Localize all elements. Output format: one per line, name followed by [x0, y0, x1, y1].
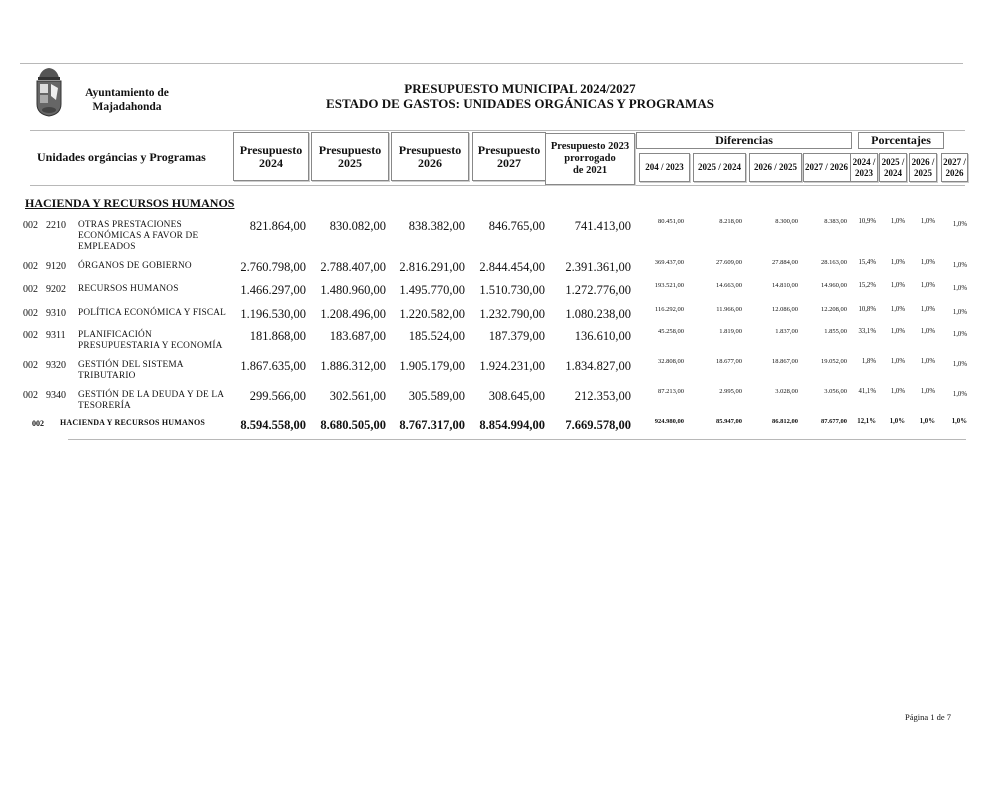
cell-d3: 18.867,00: [772, 358, 798, 365]
header-budget-2027-line1: Presupuesto: [477, 142, 541, 157]
program-code: 9320: [46, 360, 66, 371]
program-code: 9340: [46, 390, 66, 401]
cell-p3: 1,0%: [920, 259, 935, 266]
cell-b2027: 308.645,00: [488, 389, 545, 403]
org-code: 002: [23, 330, 38, 341]
cell-d3: 14.810,00: [772, 282, 798, 289]
units-column-header: Unidades orgáncias y Programas: [37, 150, 206, 164]
cell-d1: 80.451,00: [658, 218, 684, 225]
cell-p2: 1,0%: [890, 259, 905, 266]
total-d3: 86.812,00: [772, 418, 798, 425]
cell-p1: 10,9%: [858, 218, 876, 225]
total-description: HACIENDA Y RECURSOS HUMANOS: [60, 418, 206, 427]
cell-d4: 28.163,00: [821, 259, 847, 266]
cell-p2: 1,0%: [890, 218, 905, 225]
cell-d4: 1.855,00: [824, 328, 847, 335]
total-org-code: 002: [32, 419, 44, 428]
program-description: GESTIÓN DE LA DEUDA Y DE LA TESORERÍA: [78, 390, 224, 411]
cell-p4: 1,0%: [952, 361, 967, 368]
header-pct-3-line2: 2025: [913, 167, 932, 178]
cell-p4: 1,0%: [952, 331, 967, 338]
header-pct-2-line1: 2025 /: [881, 156, 905, 167]
header-budget-2024: [233, 132, 309, 181]
cell-d3: 1.837,00: [775, 328, 798, 335]
program-description: ÓRGANOS DE GOBIERNO: [78, 261, 192, 271]
org-code: 002: [23, 261, 38, 272]
cell-d4: 3.056,00: [824, 388, 847, 395]
organization-line1: Ayuntamiento de: [85, 87, 169, 99]
title-line2: ESTADO DE GASTOS: UNIDADES ORGÁNICAS Y PROGRAMAS: [326, 96, 714, 111]
header-pct-4: [941, 153, 968, 182]
cell-b2025: 1.208.496,00: [320, 307, 386, 321]
cell-b2027: 187.379,00: [488, 329, 545, 343]
cell-b2026: 185.524,00: [408, 329, 465, 343]
cell-b2024: 181.868,00: [249, 329, 306, 343]
total-p2: 1,0%: [889, 418, 905, 425]
org-code: 002: [23, 360, 38, 371]
cell-b2026: 1.495.770,00: [399, 283, 465, 297]
cell-p1: 41,1%: [858, 388, 876, 395]
cell-b2023: 2.391.361,00: [565, 260, 631, 274]
table-bottom-rule: [68, 439, 966, 440]
cell-p3: 1,0%: [920, 388, 935, 395]
cell-p3: 1,0%: [920, 282, 935, 289]
cell-p1: 33,1%: [858, 328, 876, 335]
cell-b2027: 846.765,00: [488, 219, 545, 233]
cell-b2026: 838.382,00: [408, 219, 465, 233]
document-title: [250, 81, 790, 111]
cell-b2025: 1.886.312,00: [320, 359, 386, 373]
cell-b2024: 1.867.635,00: [240, 359, 306, 373]
total-p3: 1,0%: [919, 418, 935, 425]
cell-d1: 45.258,00: [658, 328, 684, 335]
total-d1: 924.980,00: [654, 418, 684, 425]
cell-b2023: 741.413,00: [574, 219, 631, 233]
header-pct-4-line1: 2027 /: [943, 156, 966, 167]
header-diff-1: 204 / 2023: [639, 153, 690, 182]
cell-b2023: 1.272.776,00: [565, 283, 631, 297]
cell-b2026: 1.905.179,00: [399, 359, 465, 373]
cell-p2: 1,0%: [890, 282, 905, 289]
header-budget-2025-line1: Presupuesto: [318, 142, 382, 157]
cell-p3: 1,0%: [920, 218, 935, 225]
cell-d4: 14.960,00: [821, 282, 847, 289]
cell-p4: 1,0%: [952, 309, 967, 316]
organization-name: [72, 86, 182, 114]
cell-b2027: 2.844.454,00: [479, 260, 545, 274]
program-description: PLANIFICACIÓN PRESUPUESTARIA Y ECONOMÍA: [78, 330, 223, 351]
title-line1: PRESUPUESTO MUNICIPAL 2024/2027: [404, 81, 636, 96]
program-code: 9120: [46, 261, 66, 272]
total-d2: 85.947,00: [716, 418, 742, 425]
org-code: 002: [23, 308, 38, 319]
cell-p4: 1,0%: [952, 221, 967, 228]
cell-b2025: 2.788.407,00: [320, 260, 386, 274]
header-pct-1: [850, 153, 878, 182]
header-prorrogado-line3: de 2021: [572, 165, 608, 176]
cell-d1: 87.213,00: [658, 388, 684, 395]
header-budget-2026-line1: Presupuesto: [398, 142, 462, 157]
cell-p1: 15,4%: [858, 259, 876, 266]
cell-p1: 15,2%: [858, 282, 876, 289]
cell-d2: 2.995,00: [719, 388, 742, 395]
header-budget-2024-line1: Presupuesto: [239, 142, 303, 157]
cell-d2: 14.663,00: [716, 282, 742, 289]
cell-b2023: 1.080.238,00: [565, 307, 631, 321]
cell-p3: 1,0%: [920, 328, 935, 335]
org-code: 002: [23, 284, 38, 295]
header-pct-1-line1: 2024 /: [852, 156, 876, 167]
cell-d2: 18.677,00: [716, 358, 742, 365]
cell-d4: 8.383,00: [824, 218, 847, 225]
total-p1: 12,1%: [857, 418, 876, 425]
cell-p4: 1,0%: [952, 262, 967, 269]
cell-p2: 1,0%: [890, 358, 905, 365]
total-b2024: 8.594.558,00: [240, 418, 306, 432]
header-diff-4: 2027 / 2026: [803, 153, 853, 182]
cell-d2: 1.819,00: [719, 328, 742, 335]
top-rule: [20, 63, 963, 64]
cell-b2024: 1.196.530,00: [240, 307, 306, 321]
coat-of-arms-icon: [33, 66, 65, 118]
cell-p3: 1,0%: [920, 306, 935, 313]
cell-p4: 1,0%: [952, 391, 967, 398]
header-budget-2027-line2: 2027: [496, 155, 521, 170]
cell-b2025: 830.082,00: [329, 219, 386, 233]
total-b2025: 8.680.505,00: [320, 418, 386, 432]
header-budget-2026: [391, 132, 469, 181]
header-pct-2: [879, 153, 907, 182]
percentages-group-header: Porcentajes: [858, 132, 944, 149]
program-description: RECURSOS HUMANOS: [78, 284, 179, 294]
total-b2026: 8.767.317,00: [399, 418, 465, 432]
cell-d4: 12.208,00: [821, 306, 847, 313]
cell-b2027: 1.924.231,00: [479, 359, 545, 373]
cell-b2027: 1.232.790,00: [479, 307, 545, 321]
program-description: POLÍTICA ECONÓMICA Y FISCAL: [78, 308, 227, 318]
cell-p1: 1,8%: [861, 358, 876, 365]
header-diff-2: 2025 / 2024: [693, 153, 746, 182]
cell-b2026: 2.816.291,00: [399, 260, 465, 274]
header-pct-3-line1: 2026 /: [911, 156, 935, 167]
total-p4: 1,0%: [951, 418, 967, 425]
header-prorrogado: [545, 133, 635, 185]
org-code: 002: [23, 390, 38, 401]
cell-b2024: 2.760.798,00: [240, 260, 306, 274]
section-title: HACIENDA Y RECURSOS HUMANOS: [25, 196, 235, 210]
cell-d1: 369.437,00: [654, 259, 684, 266]
cell-b2026: 305.589,00: [408, 389, 465, 403]
page-number: Página 1 de 7: [905, 712, 952, 722]
program-description: GESTIÓN DEL SISTEMA TRIBUTARIO: [78, 360, 184, 381]
differences-group-header: Diferencias: [636, 132, 852, 149]
cell-d4: 19.052,00: [821, 358, 847, 365]
total-b2023: 7.669.578,00: [565, 418, 631, 432]
header-pct-2-line2: 2024: [883, 167, 902, 178]
cell-d2: 27.609,00: [716, 259, 742, 266]
cell-b2027: 1.510.730,00: [479, 283, 545, 297]
cell-d3: 27.884,00: [772, 259, 798, 266]
program-code: 2210: [46, 220, 66, 231]
cell-p2: 1,0%: [890, 328, 905, 335]
cell-d3: 8.300,00: [775, 218, 798, 225]
cell-d3: 3.028,00: [775, 388, 798, 395]
cell-b2025: 1.480.960,00: [320, 283, 386, 297]
program-code: 9310: [46, 308, 66, 319]
cell-d1: 193.521,00: [654, 282, 684, 289]
cell-b2024: 299.566,00: [249, 389, 306, 403]
header-bottom-rule: [30, 185, 965, 186]
cell-d1: 32.808,00: [658, 358, 684, 365]
cell-d1: 116.292,00: [654, 306, 684, 313]
cell-b2024: 1.466.297,00: [240, 283, 306, 297]
total-b2027: 8.854.994,00: [479, 418, 545, 432]
program-code: 9202: [46, 284, 66, 295]
header-pct-4-line2: 2026: [945, 167, 964, 178]
cell-b2025: 302.561,00: [329, 389, 386, 403]
org-code: 002: [23, 220, 38, 231]
header-budget-2025-line2: 2025: [337, 155, 362, 170]
cell-p4: 1,0%: [952, 285, 967, 292]
cell-b2023: 212.353,00: [574, 389, 631, 403]
cell-b2025: 183.687,00: [329, 329, 386, 343]
cell-d2: 11.966,00: [716, 306, 742, 313]
header-budget-2026-line2: 2026: [417, 155, 442, 170]
header-budget-2027: [472, 132, 546, 181]
cell-d2: 8.218,00: [719, 218, 742, 225]
cell-b2023: 136.610,00: [574, 329, 631, 343]
cell-p2: 1,0%: [890, 306, 905, 313]
cell-b2024: 821.864,00: [249, 219, 306, 233]
header-budget-2024-line2: 2024: [258, 155, 283, 170]
header-pct-3: [909, 153, 937, 182]
header-prorrogado-line2: prorrogado: [564, 153, 616, 164]
header-prorrogado-line1: Presupuesto 2023: [550, 141, 630, 152]
cell-b2026: 1.220.582,00: [399, 307, 465, 321]
header-diff-3: 2026 / 2025: [749, 153, 802, 182]
cell-p2: 1,0%: [890, 388, 905, 395]
program-code: 9311: [46, 330, 66, 341]
organization-line2: Majadahonda: [92, 101, 162, 113]
cell-d3: 12.086,00: [772, 306, 798, 313]
header-pct-1-line2: 2023: [854, 167, 873, 178]
cell-b2023: 1.834.827,00: [565, 359, 631, 373]
header-top-rule: [30, 130, 965, 131]
cell-p1: 10,8%: [858, 306, 876, 313]
cell-p3: 1,0%: [920, 358, 935, 365]
header-budget-2025: [311, 132, 389, 181]
program-description: OTRAS PRESTACIONES ECONÓMICAS A FAVOR DE EMPLEADOS: [78, 220, 199, 252]
total-d4: 87.677,00: [821, 418, 847, 425]
